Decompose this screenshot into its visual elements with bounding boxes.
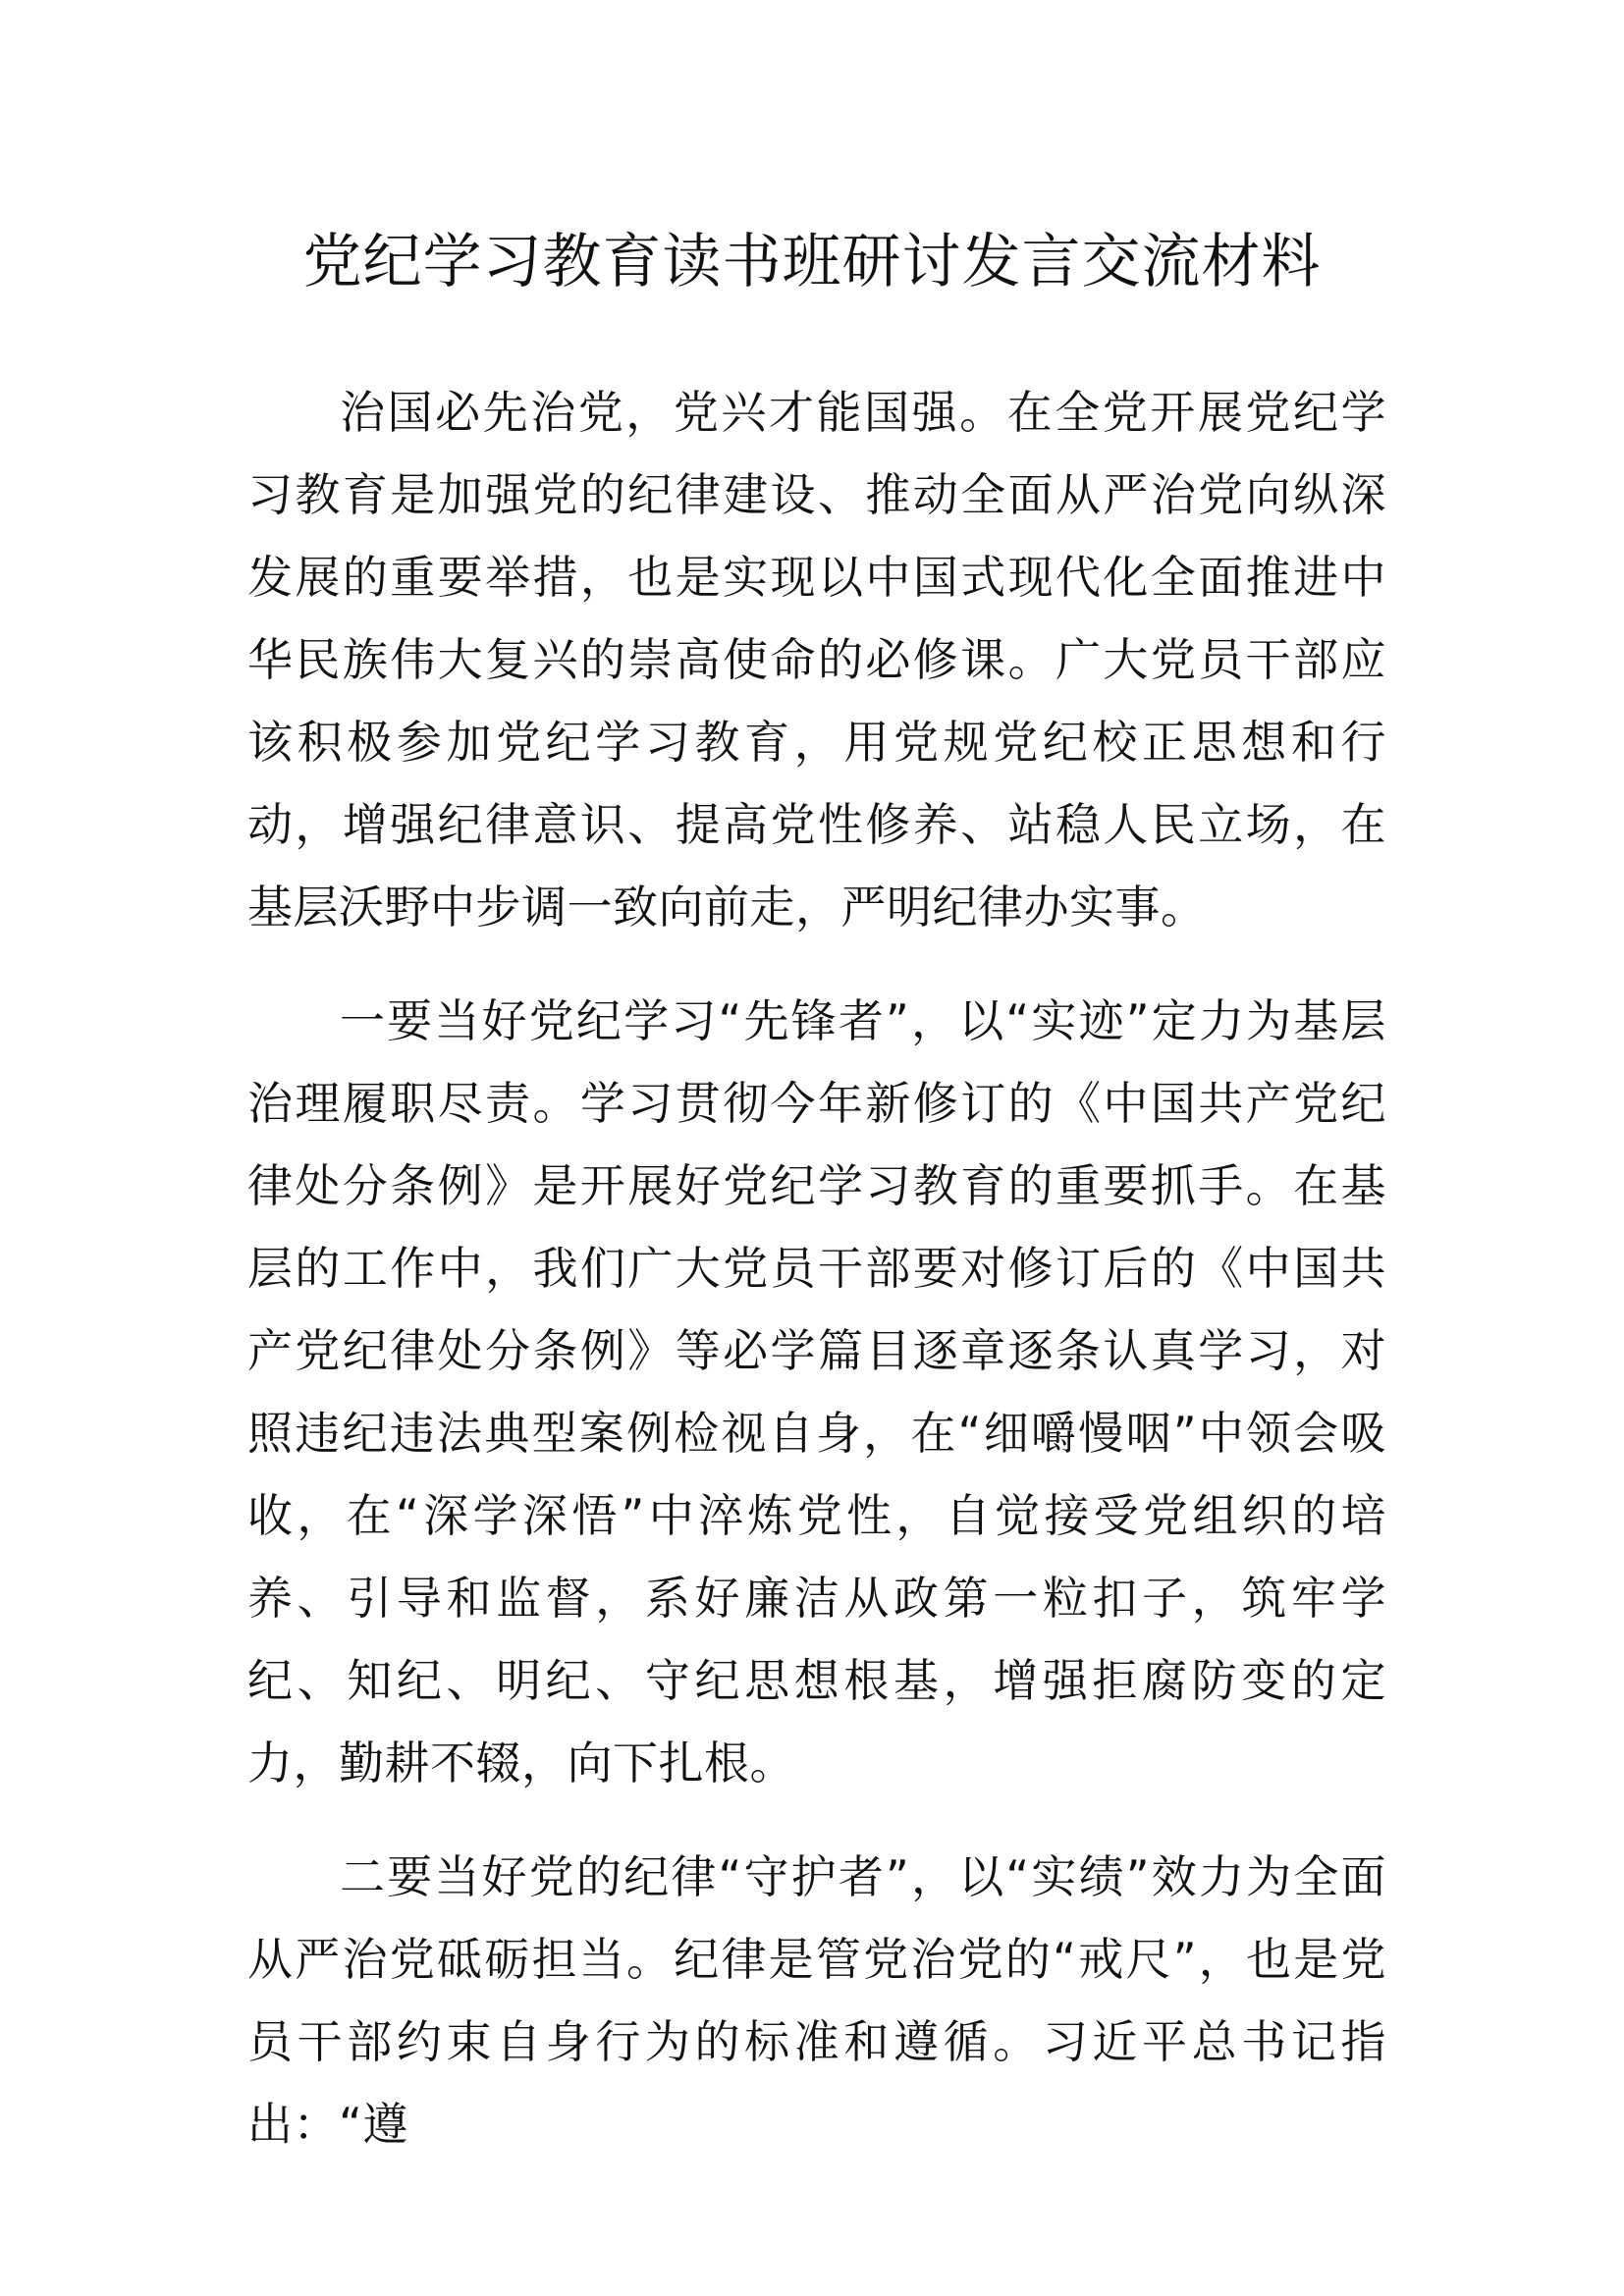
paragraph-intro: 治国必先治党，党兴才能国强。在全党开展党纪学习教育是加强党的纪律建设、推动全面从严治党向纵深发展的重要举措，也是实现以中国式现代化全面推进中华民族伟大复兴的崇高使命的必修课。广大党员干部应该积极参加党纪学习教育，用党规党纪校正思想和行动，增强纪律意识、提高党性修养、站稳人民立场，在基层沃野中步调一致向前走，严明纪律办实事。 [247, 386, 1386, 934]
paragraph-point-one: 一要当好党纪学习“先锋者”，以“实迹”定力为基层治理履职尽责。学习贯彻今年新修订的《中国共产党纪律处分条例》是开展好党纪学习教育的重要抓手。在基层的工作中，我们广大党员干部要对修订后的《中国共产党纪律处分条例》等必学篇目逐章逐条认真学习，对照违纪违法典型案例检视自身，在“细嚼慢咽”中领会吸收，在“深学深悟”中淬炼党性，自觉接受党组织的培养、引导和监督，系好廉洁从政第一粒扣子，筑牢学纪、知纪、明纪、守纪思想根基，增强拒腐防变的定力，勤耕不辍，向下扎根。 [247, 994, 1386, 1789]
document-body [247, 371, 1386, 2197]
document-title: 党纪学习教育读书班研讨发言交流材料 [302, 228, 1322, 296]
paragraph-point-two: 二要当好党的纪律“守护者”，以“实绩”效力为全面从严治党砥砺担当。纪律是管党治党的“戒尺”，也是党员干部约束自身行为的标准和遵循。习近平总书记指出：“遵 [247, 1850, 1386, 2151]
